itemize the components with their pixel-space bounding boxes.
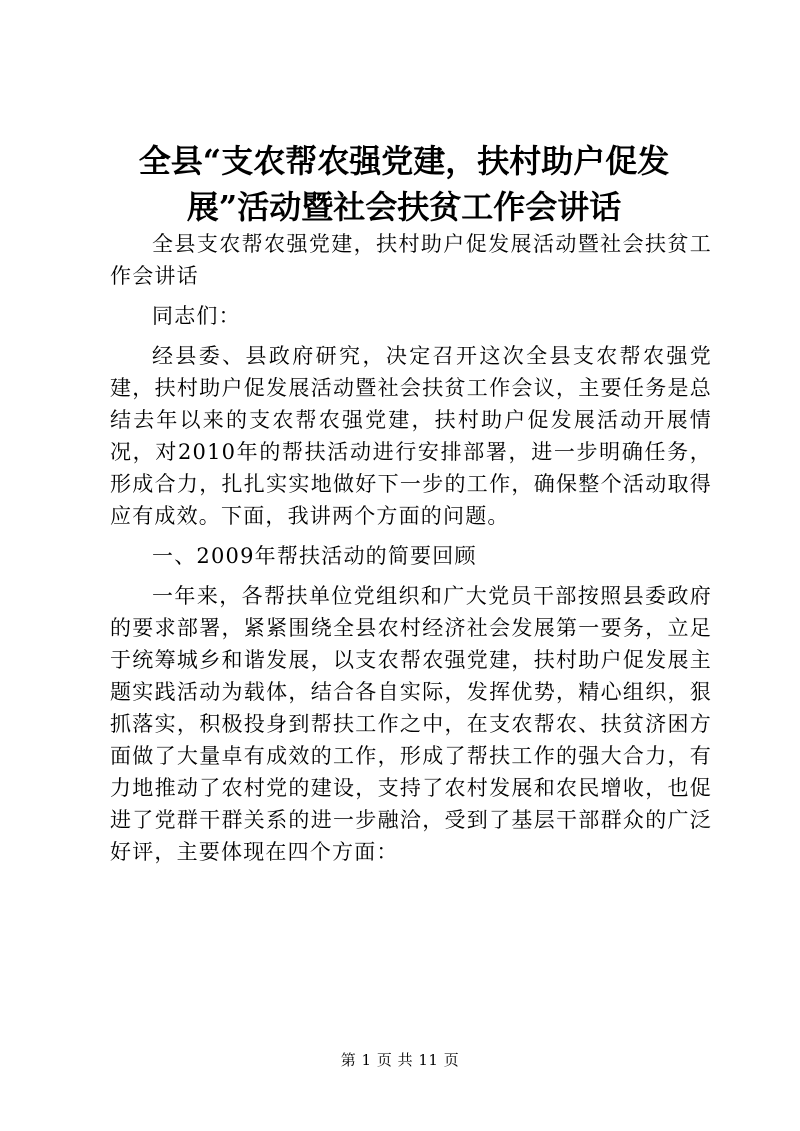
page-footer: 第 1 页 共 11 页 xyxy=(340,1051,460,1069)
document-body xyxy=(110,228,712,868)
salutation-paragraph: 同志们： xyxy=(152,304,241,328)
subtitle-paragraph: 全县支农帮农强党建，扶村助户促发展活动暨社会扶贫工作会讲话 xyxy=(110,232,712,288)
section-heading: 一、2009年帮扶活动的简要回顾 xyxy=(152,544,477,568)
review-paragraph: 一年来，各帮扶单位党组织和广大党员干部按照县委政府的要求部署，紧紧围绕全县农村经济社会发展第一要务，立足于统筹城乡和谐发展，以支农帮农强党建，扶村助户促发展主题实践活动为载体，结合各自实际，发挥优势，精心组织，狠抓落实，积极投身到帮扶工作之中，在支农帮农、扶贫济困方面做了大量卓有成效的工作，形成了帮扶工作的强大合力，有力地推动了农村党的建设，支持了农村发展和农民增收，也促进了党群干群关系的进一步融洽，受到了基层干部群众的广泛好评，主要体现在四个方面： xyxy=(110,584,712,864)
intro-paragraph: 经县委、县政府研究，决定召开这次全县支农帮农强党建，扶村助户促发展活动暨社会扶贫工作会议，主要任务是总结去年以来的支农帮农强党建，扶村助户促发展活动开展情况，对2010年的帮扶活动进行安排部署，进一步明确任务，形成合力，扎扎实实地做好下一步的工作，确保整个活动取得应有成效。下面，我讲两个方面的问题。 xyxy=(110,344,712,528)
document-title: 全县“支农帮农强党建，扶村助户促发展”活动暨社会扶贫工作会讲话 xyxy=(138,142,670,226)
